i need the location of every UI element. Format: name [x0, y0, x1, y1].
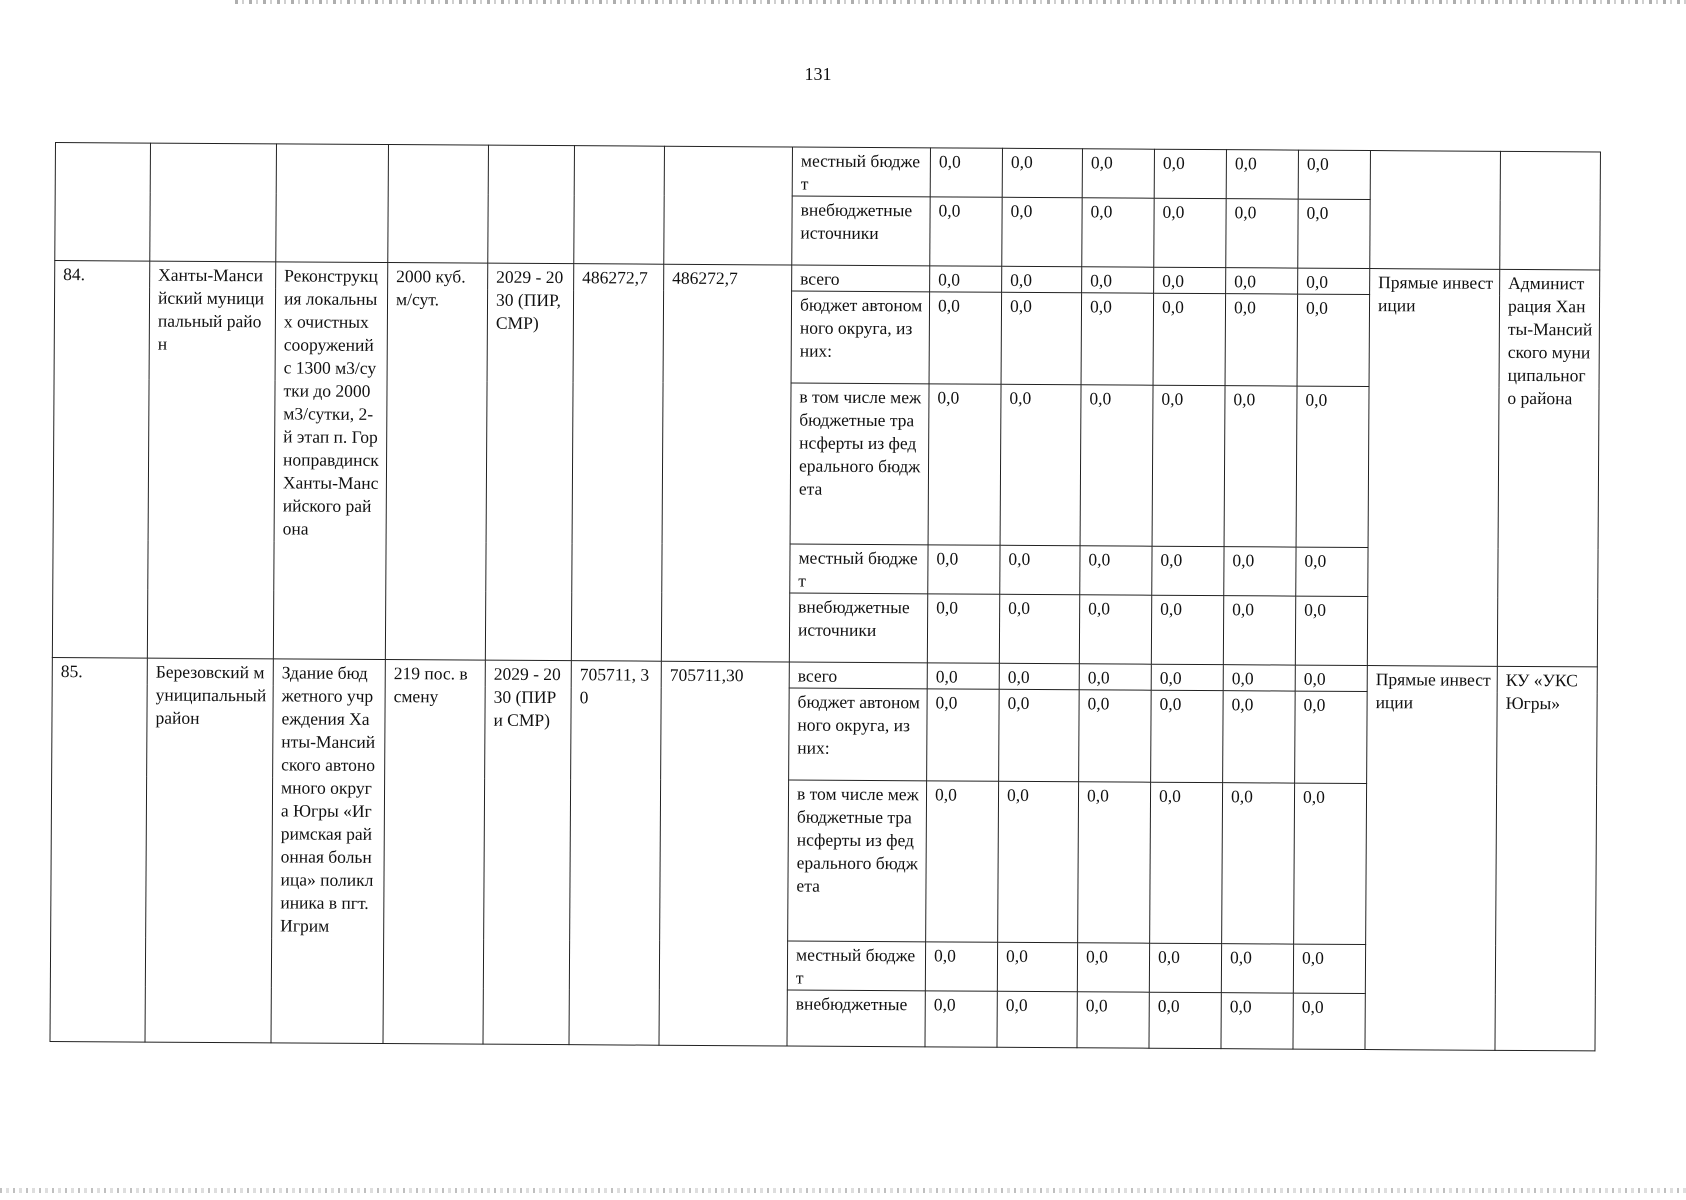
funding-value: 0,0 [1002, 266, 1082, 292]
funding-value: 0,0 [1001, 292, 1082, 384]
row-number: 85. [50, 657, 147, 1042]
cell-empty [276, 144, 389, 263]
funding-value: 0,0 [927, 689, 1000, 781]
funding-source-label: бюджет автономного округа, из них: [791, 291, 930, 384]
funding-value: 0,0 [1295, 691, 1368, 783]
cost-cell: 705711, 30 [569, 661, 661, 1046]
funding-value: 0,0 [929, 292, 1002, 384]
cell-empty [150, 143, 277, 262]
investment-objects-table [50, 142, 1601, 1051]
funding-value: 0,0 [1149, 992, 1221, 1048]
funding-value: 0,0 [1293, 944, 1365, 993]
funding-value: 0,0 [1080, 385, 1153, 546]
funding-value: 0,0 [1224, 386, 1297, 547]
funding-value: 0,0 [1294, 783, 1367, 944]
capacity-cell: 2000 куб. м/сут. [385, 263, 487, 661]
funding-value: 0,0 [930, 266, 1002, 292]
funding-value: 0,0 [1000, 384, 1081, 545]
funding-value: 0,0 [1000, 545, 1080, 594]
funding-value: 0,0 [1079, 595, 1151, 664]
cell-empty [488, 145, 575, 264]
funding-value: 0,0 [1151, 690, 1224, 782]
funding-value: 0,0 [1223, 691, 1296, 783]
municipality-cell: Березовский муниципальный район [145, 658, 273, 1043]
funding-value: 0,0 [927, 663, 999, 689]
funding-value: 0,0 [1297, 294, 1370, 386]
funding-value: 0,0 [1152, 385, 1225, 546]
funding-value: 0,0 [925, 991, 997, 1047]
cost-cell: 486272,7 [571, 264, 663, 662]
funding-value: 0,0 [930, 197, 1002, 266]
funding-value: 0,0 [1295, 596, 1367, 665]
page-number: 131 [804, 64, 832, 84]
funding-source-label: всего [792, 265, 930, 292]
funding-value: 0,0 [1225, 294, 1298, 386]
cell-empty [1500, 151, 1601, 270]
funding-value: 0,0 [1298, 150, 1370, 199]
total-cell: 705711,30 [659, 661, 789, 1046]
funding-value: 0,0 [1082, 149, 1154, 198]
object-name-cell: Реконструкция локальных очистных сооружений с 1300 м3/сутки до 2000 м3/сутки, 2-й этап п. Горноправдинск Ханты-Мансийского района [273, 262, 387, 660]
funding-value: 0,0 [1154, 198, 1226, 267]
funding-value: 0,0 [1082, 267, 1154, 293]
responsible-cell: Администрация Ханты-Мансийского муниципального района [1497, 269, 1599, 667]
cell-empty [574, 146, 665, 265]
investment-form-cell: Прямые инвестиции [1365, 666, 1497, 1051]
scan-edge-top [235, 0, 1686, 4]
funding-value: 0,0 [925, 942, 997, 991]
municipality-cell: Ханты-Мансийский муниципальный район [147, 261, 275, 659]
funding-value: 0,0 [1082, 198, 1154, 267]
funding-value: 0,0 [997, 991, 1077, 1047]
funding-value: 0,0 [1296, 386, 1369, 547]
funding-value: 0,0 [1293, 993, 1365, 1049]
funding-value: 0,0 [1149, 943, 1221, 992]
funding-value: 0,0 [928, 384, 1001, 545]
funding-source-label: всего [789, 662, 927, 689]
funding-value: 0,0 [1079, 664, 1151, 690]
funding-value: 0,0 [1002, 148, 1082, 197]
funding-value: 0,0 [1154, 149, 1226, 198]
funding-value: 0,0 [1079, 690, 1152, 782]
funding-value: 0,0 [1223, 596, 1295, 665]
funding-value: 0,0 [926, 781, 999, 942]
funding-value: 0,0 [999, 689, 1080, 781]
funding-value: 0,0 [1221, 993, 1293, 1049]
funding-value: 0,0 [1077, 943, 1149, 992]
funding-value: 0,0 [1153, 293, 1226, 385]
funding-value: 0,0 [1078, 782, 1151, 943]
funding-value: 0,0 [927, 594, 999, 663]
funding-source-label: внебюджетные источники [792, 196, 930, 266]
row-number: 84. [52, 261, 149, 659]
scan-edge-bottom [0, 1188, 1686, 1193]
funding-value: 0,0 [1226, 150, 1298, 199]
funding-value: 0,0 [1221, 944, 1293, 993]
funding-value: 0,0 [1152, 546, 1224, 595]
table-row [55, 143, 1600, 201]
funding-source-label: бюджет автономного округа, из них: [789, 688, 928, 781]
funding-value: 0,0 [1223, 665, 1295, 691]
funding-value: 0,0 [1080, 546, 1152, 595]
cell-empty [55, 143, 151, 262]
funding-value: 0,0 [1150, 782, 1223, 943]
funding-value: 0,0 [1226, 199, 1298, 268]
funding-source-label: местный бюджет [790, 544, 928, 594]
funding-source-label: в том числе межбюджетные трансферты из федерального бюджета [790, 383, 929, 545]
investment-form-cell: Прямые инвестиции [1367, 269, 1499, 667]
funding-source-label: местный бюджет [792, 147, 930, 197]
funding-source-label: внебюджетные [787, 990, 925, 1047]
funding-value: 0,0 [1298, 268, 1370, 294]
funding-value: 0,0 [1298, 199, 1370, 268]
funding-value: 0,0 [1077, 992, 1149, 1048]
funding-value: 0,0 [998, 781, 1079, 942]
funding-value: 0,0 [1295, 665, 1367, 691]
period-cell: 2029 - 2030 (ПИР, СМР) [485, 263, 573, 661]
funding-value: 0,0 [999, 663, 1079, 689]
funding-source-label: в том числе межбюджетные трансферты из федерального бюджета [788, 780, 927, 942]
capacity-cell: 219 пос. в смену [383, 660, 485, 1045]
funding-value: 0,0 [1226, 268, 1298, 294]
funding-value: 0,0 [1224, 547, 1296, 596]
object-name-cell: Здание бюджетного учреждения Ханты-Мансийского автономного округа Югры «Игримская районная больница» поликлиника в пгт. Игрим [271, 659, 385, 1044]
cell-empty [664, 146, 793, 265]
funding-source-label: внебюджетные источники [789, 593, 927, 663]
funding-value: 0,0 [928, 545, 1000, 594]
funding-value: 0,0 [997, 942, 1077, 991]
cell-empty [388, 145, 489, 264]
funding-value: 0,0 [1151, 595, 1223, 664]
funding-value: 0,0 [1222, 783, 1295, 944]
cell-empty [1370, 151, 1501, 270]
period-cell: 2029 - 2030 (ПИР и СМР) [483, 660, 571, 1045]
funding-value: 0,0 [1296, 547, 1368, 596]
total-cell: 486272,7 [661, 264, 791, 662]
funding-value: 0,0 [1154, 267, 1226, 293]
funding-source-label: местный бюджет [787, 941, 925, 991]
funding-value: 0,0 [930, 148, 1002, 197]
funding-value: 0,0 [999, 594, 1079, 663]
funding-value: 0,0 [1002, 197, 1082, 266]
funding-value: 0,0 [1151, 664, 1223, 690]
funding-value: 0,0 [1081, 293, 1154, 385]
responsible-cell: КУ «УКС Югры» [1495, 666, 1597, 1051]
